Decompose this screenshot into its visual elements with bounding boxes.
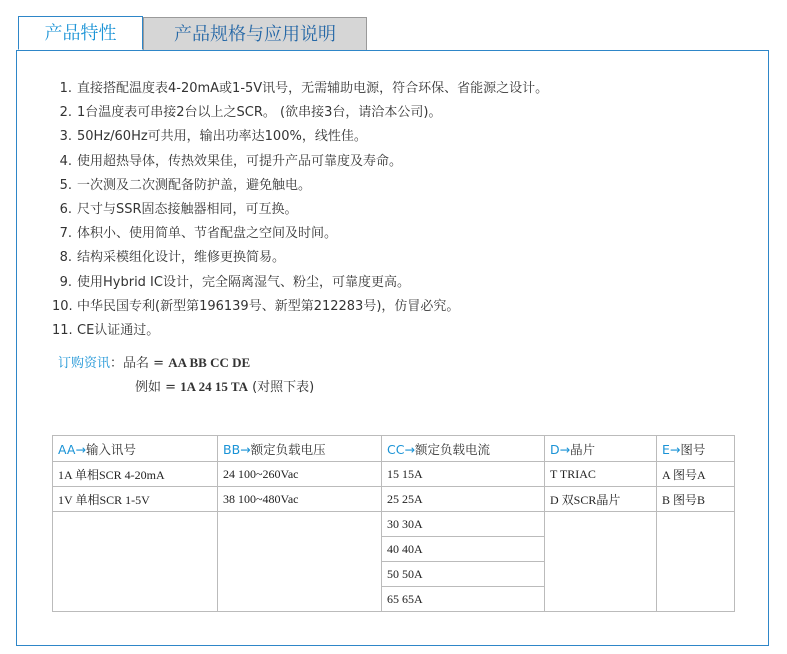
- header-cc: CC→额定负载电流: [382, 436, 545, 462]
- list-number: 11.: [52, 322, 73, 338]
- list-text: 一次测及二次测配备防护盖，避免触电。: [77, 177, 312, 193]
- order-example-prefix: 例如 =: [135, 380, 181, 395]
- list-item: [56, 246, 548, 270]
- list-item: [52, 295, 548, 319]
- list-number: 1.: [59, 81, 72, 96]
- order-info-separator: ：品名 =: [110, 356, 169, 371]
- list-number: 6.: [59, 201, 72, 217]
- table-cell-empty: [545, 512, 657, 612]
- list-text: CE认证通过。: [77, 322, 160, 338]
- table-cell: 50 50A: [382, 562, 545, 587]
- table-cell: 15 15A: [382, 462, 545, 487]
- table-cell: 1V 单相SCR 1-5V: [53, 487, 218, 512]
- order-info-label: 订购资讯: [58, 356, 111, 371]
- tab-bar: [18, 16, 769, 52]
- list-item: [56, 222, 548, 246]
- list-text: 使用超热导体，传热效果佳，可提升产品可靠度及寿命。: [77, 153, 403, 169]
- tab-product-specs[interactable]: 产品规格与应用说明: [143, 17, 367, 50]
- header-aa: AA→输入讯号: [53, 436, 218, 462]
- order-info: [58, 352, 250, 375]
- list-item: [56, 125, 548, 149]
- spec-table: [52, 435, 735, 612]
- table-cell: 30 30A: [382, 512, 545, 537]
- list-text: 使用Hybrid IC设计，完全隔离湿气、粉尘，可靠度更高。: [77, 274, 410, 290]
- list-item: [56, 77, 548, 101]
- list-item: [52, 319, 548, 343]
- table-row: [53, 512, 735, 537]
- list-number: 2.: [59, 105, 72, 121]
- table-cell: 40 40A: [382, 537, 545, 562]
- table-cell: 1A 单相SCR 4-20mA: [53, 462, 218, 487]
- list-number: 9.: [59, 274, 72, 290]
- list-text: 50Hz/60Hz可共用，输出功率达100%，线性佳。: [77, 129, 367, 145]
- table-cell: 25 25A: [382, 487, 545, 512]
- list-item: [56, 150, 548, 174]
- header-e: E→图号: [657, 436, 735, 462]
- table-cell: 38 100~480Vac: [218, 487, 382, 512]
- list-number: 8.: [59, 250, 72, 266]
- table-cell: B 图号B: [657, 487, 735, 512]
- list-item: [56, 101, 548, 125]
- table-cell-empty: [53, 512, 218, 612]
- list-item: [56, 271, 548, 295]
- list-text: 直接搭配温度表4-20mA或1-5V讯号，无需辅助电源，符合环保、省能源之设计。: [77, 81, 549, 96]
- header-bb: BB→额定负载电压: [218, 436, 382, 462]
- list-item: [56, 198, 548, 222]
- table-row: [53, 462, 735, 487]
- list-text: 1台温度表可串接2台以上之SCR。 (欲串接3台，请洽本公司)。: [77, 105, 442, 121]
- tab-product-features[interactable]: 产品特性: [18, 16, 143, 50]
- list-number: 7.: [59, 226, 72, 242]
- order-code-pattern: AA BB CC DE: [168, 355, 251, 370]
- table-cell-empty: [657, 512, 735, 612]
- feature-list: [52, 77, 549, 343]
- table-cell: 65 65A: [382, 587, 545, 612]
- list-number: 10.: [52, 298, 73, 314]
- order-example-code: 1A 24 15 TA: [180, 379, 248, 394]
- table-cell: T TRIAC: [545, 462, 657, 487]
- order-example-note: (对照下表): [247, 380, 315, 395]
- table-cell: A 图号A: [657, 462, 735, 487]
- list-text: 中华民国专利(新型第196139号、新型第212283号)，仿冒必究。: [77, 298, 460, 314]
- list-item: [56, 174, 548, 198]
- header-d: D→晶片: [545, 436, 657, 462]
- list-text: 体积小、使用简单、节省配盘之空间及时间。: [77, 226, 338, 242]
- table-cell: D 双SCR晶片: [545, 487, 657, 512]
- list-number: 5.: [59, 177, 72, 193]
- table-cell: 24 100~260Vac: [218, 462, 382, 487]
- list-text: 尺寸与SSR固态接触器相同，可互换。: [77, 201, 298, 217]
- table-header-row: [53, 436, 735, 462]
- table-row: [53, 487, 735, 512]
- list-number: 3.: [59, 129, 72, 145]
- list-text: 结构采模组化设计，维修更换简易。: [77, 250, 286, 266]
- order-example: [135, 376, 314, 399]
- list-number: 4.: [59, 153, 72, 169]
- table-cell-empty: [218, 512, 382, 612]
